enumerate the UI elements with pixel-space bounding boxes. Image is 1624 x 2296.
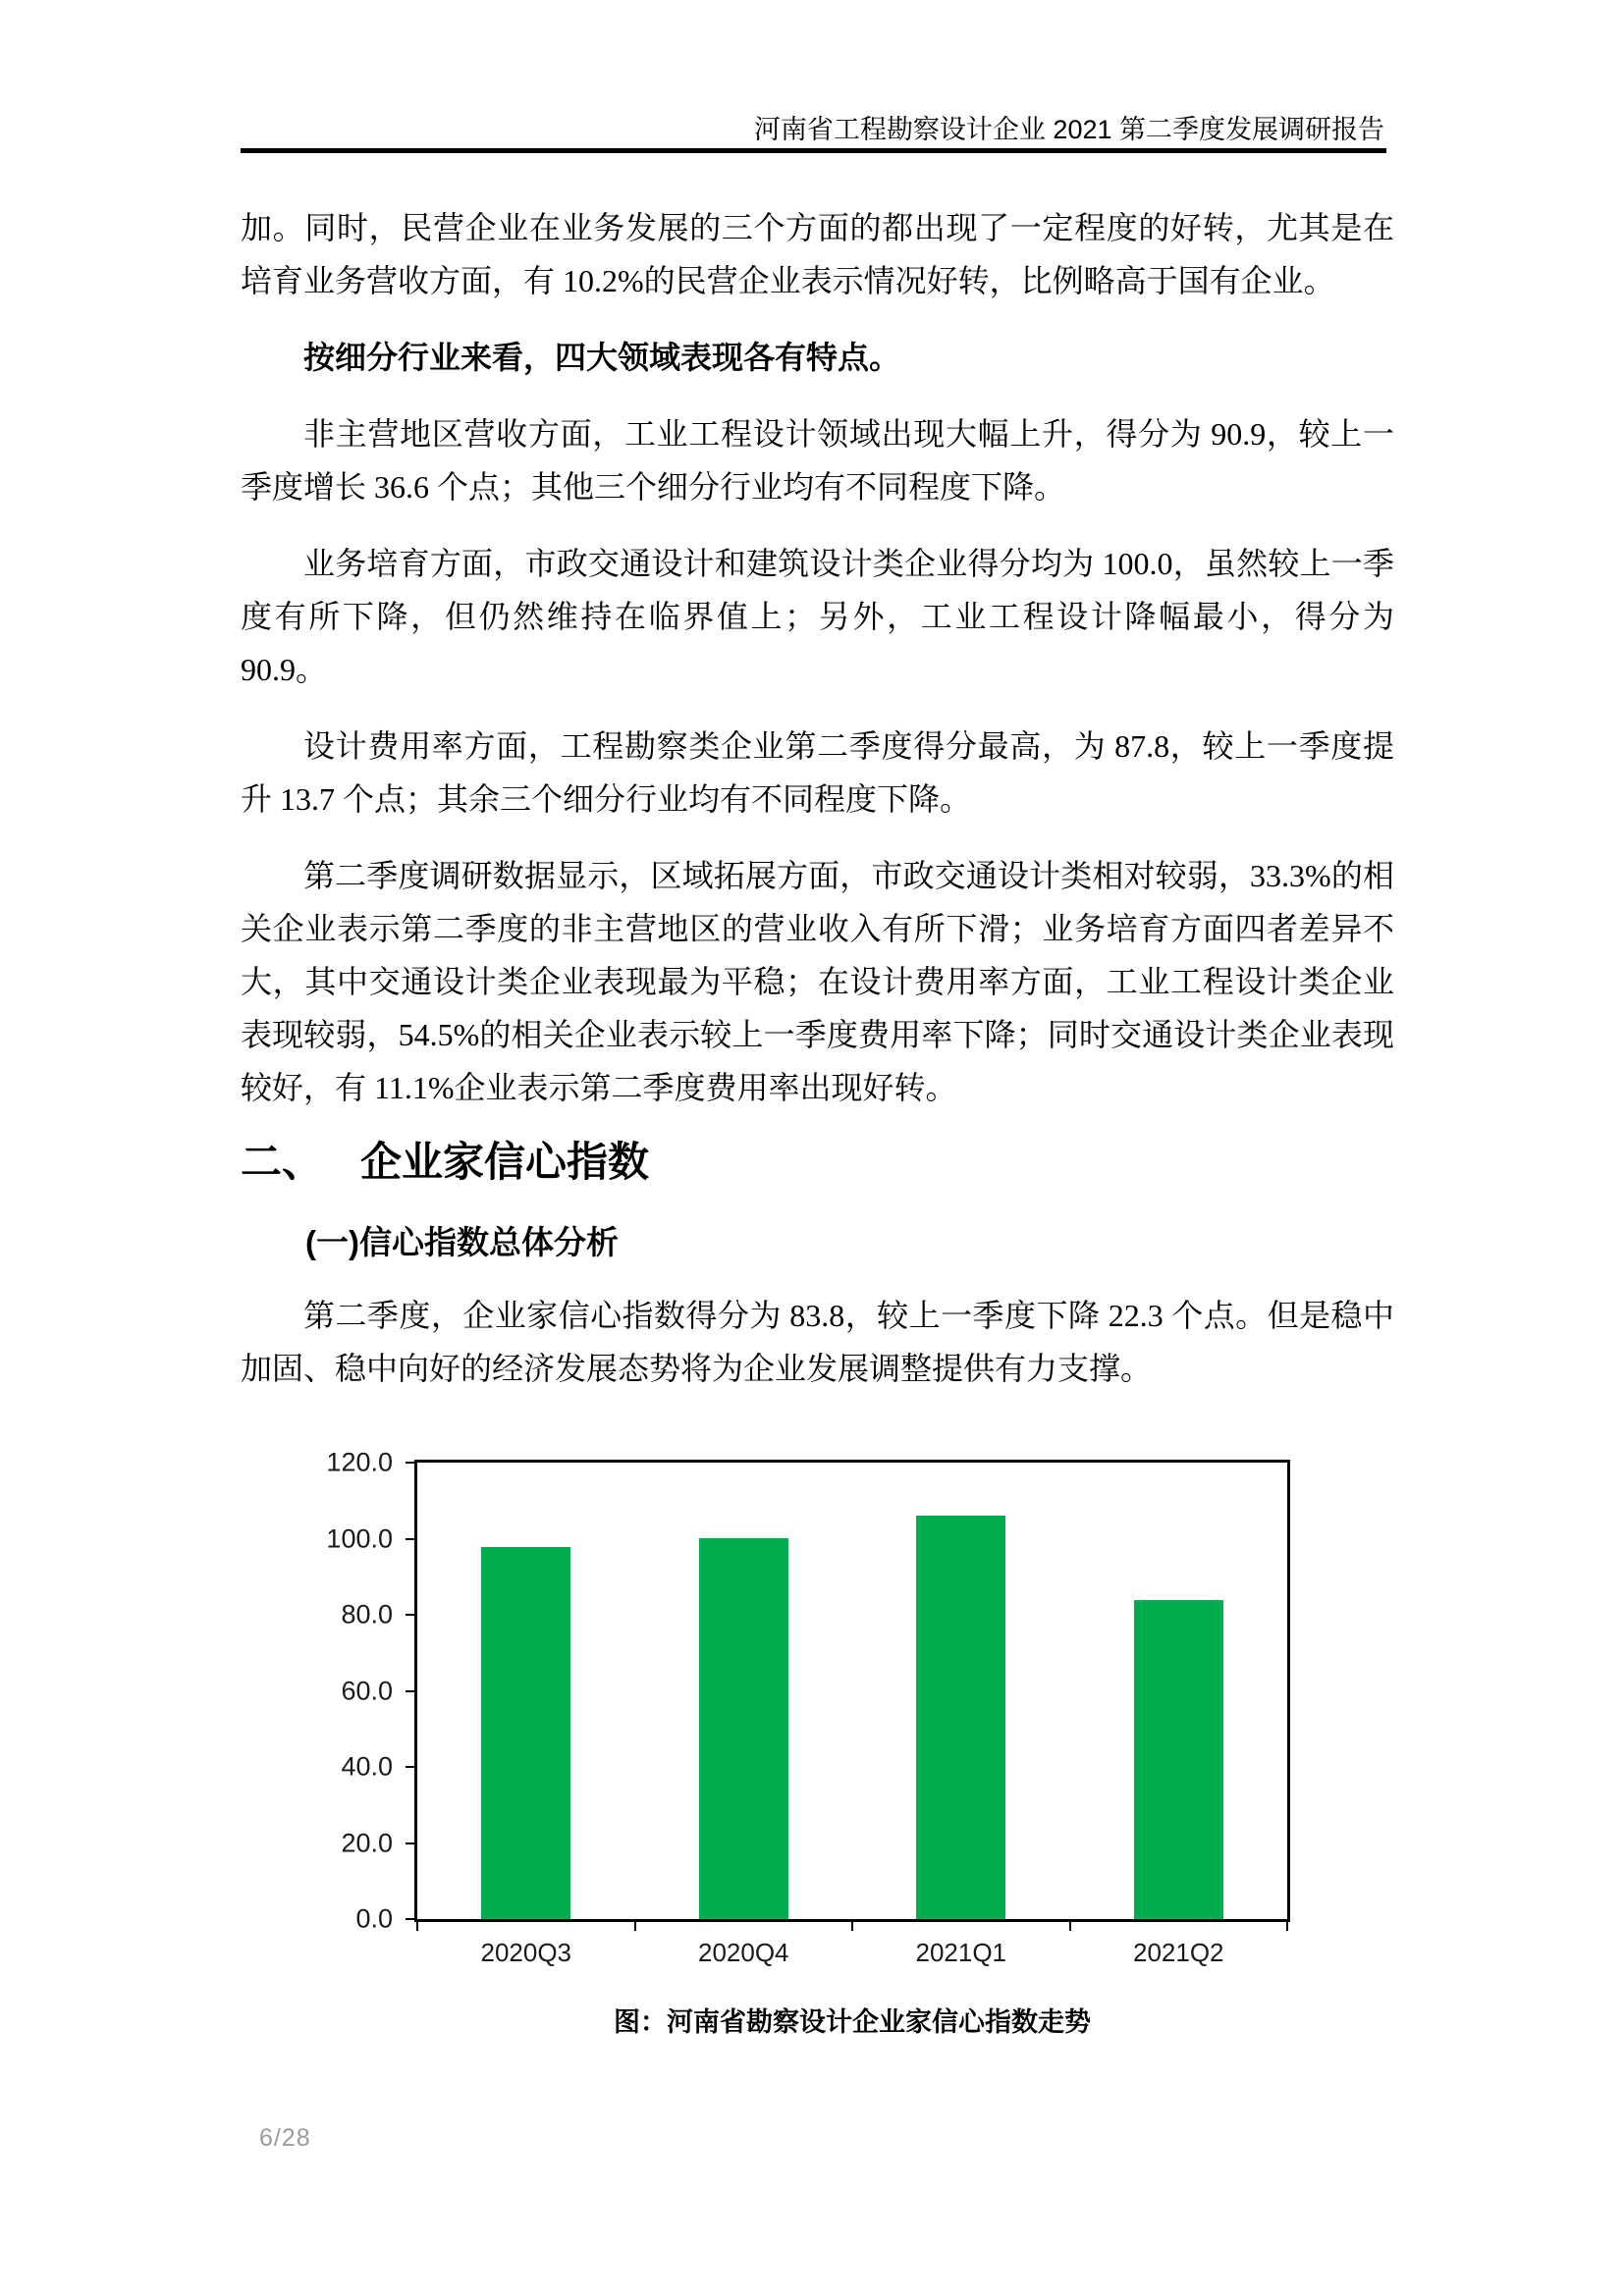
bar-2020Q4 <box>699 1538 788 1919</box>
y-axis-label-20.0: 20.0 <box>341 1828 393 1858</box>
x-axis-label-2020Q4: 2020Q4 <box>697 1938 789 1967</box>
x-axis-label-2021Q2: 2021Q2 <box>1132 1938 1224 1967</box>
y-axis-label-120.0: 120.0 <box>326 1447 393 1477</box>
page-header-title: 河南省工程勘察设计企业 2021 第二季度发展调研报告 <box>753 115 1384 144</box>
y-axis-tick <box>406 1462 414 1464</box>
paragraph: 非主营地区营收方面，工业工程设计领域出现大幅上升，得分为 90.9，较上一季度增长 36.6 个点；其他三个细分行业均有不同程度下降。 <box>241 416 1394 505</box>
section-heading <box>241 1138 1394 1187</box>
x-axis-tick <box>1286 1922 1288 1931</box>
chart-caption: 图：河南省勘察设计企业家信心指数走势 <box>614 2007 1091 2037</box>
y-axis-tick <box>406 1766 414 1768</box>
bar-2020Q3 <box>481 1547 570 1919</box>
x-axis-tick <box>634 1922 636 1931</box>
section-number: 二、 <box>241 1139 324 1185</box>
y-axis-tick <box>406 1918 414 1920</box>
paragraph: 第二季度调研数据显示，区域拓展方面，市政交通设计类相对较弱，33.3%的相关企业表示第二季度的非主营地区的营业收入有所下滑；业务培育方面四者差异不大，其中交通设计类企业表现最为平稳；在设计费用率方面，工业工程设计类企业表现较弱，54.5%的相关企业表示较上一季度费用率下降；同时交通设计类企业表现较好，有 11.1%企业表示第二季度费用率出现好转。 <box>241 858 1394 1105</box>
x-axis-tick <box>416 1922 418 1931</box>
paragraph: 业务培育方面，市政交通设计和建筑设计类企业得分均为 100.0，虽然较上一季度有所下降，但仍然维持在临界值上；另外，工业工程设计降幅最小，得分为 90.9。 <box>241 546 1394 687</box>
paragraph: 设计费用率方面，工程勘察类企业第二季度得分最高，为 87.8，较上一季度提升 13.7 个点；其余三个细分行业均有不同程度下降。 <box>241 728 1394 817</box>
section-title: 企业家信心指数 <box>360 1139 650 1185</box>
paragraph: 加。同时，民营企业在业务发展的三个方面的都出现了一定程度的好转，尤其是在培育业务营收方面，有 10.2%的民营企业表示情况好转，比例略高于国有企业。 <box>241 210 1394 298</box>
y-axis-label-40.0: 40.0 <box>341 1751 393 1782</box>
y-axis-label-0.0: 0.0 <box>355 1903 393 1934</box>
header-divider-rule <box>241 148 1386 153</box>
x-axis-tick <box>1069 1922 1071 1931</box>
y-axis-label-100.0: 100.0 <box>326 1523 393 1554</box>
y-axis-tick <box>406 1614 414 1616</box>
body-content <box>241 201 1394 1418</box>
x-axis-label-2021Q1: 2021Q1 <box>915 1938 1007 1967</box>
bold-lead-sentence: 按细分行业来看，四大领域表现各有特点。 <box>303 340 901 375</box>
paragraph: 第二季度，企业家信心指数得分为 83.8，较上一季度下降 22.3 个点。但是稳中加固、稳中向好的经济发展态势将为企业发展调整提供有力支撑。 <box>241 1298 1394 1386</box>
subsection-heading: (一)信心指数总体分析 <box>305 1224 619 1260</box>
y-axis-label-80.0: 80.0 <box>341 1599 393 1629</box>
y-axis-tick <box>406 1690 414 1692</box>
x-axis-tick <box>851 1922 853 1931</box>
y-axis-label-60.0: 60.0 <box>341 1676 393 1706</box>
plot-area <box>414 1460 1290 1922</box>
bar-2021Q1 <box>916 1516 1005 1919</box>
bar-2021Q2 <box>1134 1600 1223 1919</box>
y-axis-tick <box>406 1538 414 1540</box>
confidence-index-bar-chart <box>0 1433 1624 2199</box>
x-axis-label-2020Q3: 2020Q3 <box>480 1938 572 1967</box>
page-number: 6/28 <box>259 2124 311 2152</box>
y-axis-tick <box>406 1842 414 1844</box>
